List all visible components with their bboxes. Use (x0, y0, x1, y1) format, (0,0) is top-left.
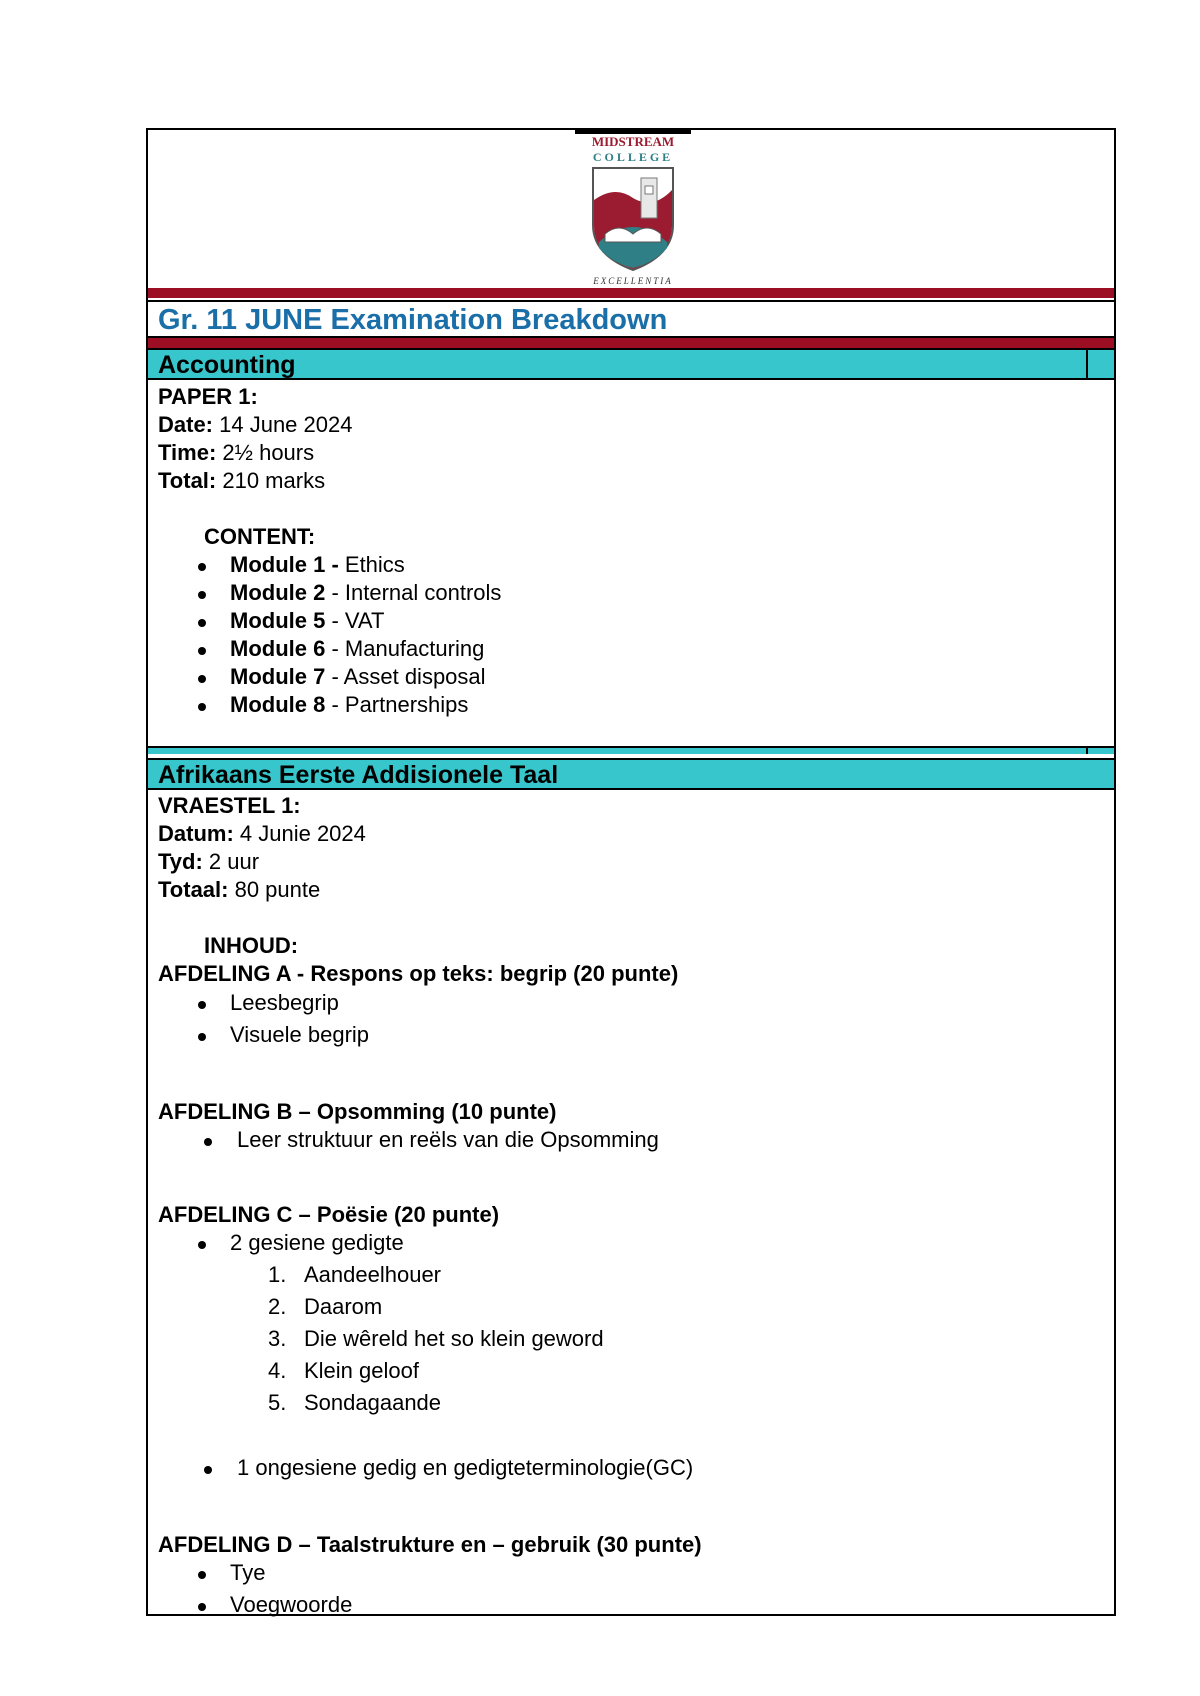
bullet-icon (198, 619, 206, 627)
bullet-icon (204, 1138, 212, 1146)
bullet-icon (198, 591, 206, 599)
list-item: Module 5 - VAT (230, 608, 385, 633)
logo-motto: EXCELLENTIA (593, 276, 673, 286)
cell-divider (1086, 350, 1088, 378)
cell-divider (1086, 748, 1088, 754)
list-item: Voegwoorde (230, 1592, 353, 1617)
poem-number: 2. (268, 1294, 287, 1319)
section-d-heading: AFDELING D – Taalstrukture en – gebruik (30 punte) (158, 1532, 702, 1557)
accounting-paper: PAPER 1: (158, 384, 258, 409)
poem-title: Die wêreld het so klein geword (304, 1326, 604, 1351)
poem-number: 5. (268, 1390, 287, 1415)
list-item: Visuele begrip (230, 1022, 370, 1047)
list-item: 2 gesiene gedigte (230, 1230, 404, 1255)
bullet-icon (204, 1466, 212, 1474)
section-a-heading: AFDELING A - Respons op teks: begrip (20 punte) (158, 961, 679, 986)
poem-title: Daarom (304, 1294, 383, 1319)
logo-name-line1: MIDSTREAM (591, 134, 675, 149)
subject-title-accounting: Accounting (158, 351, 296, 379)
page-title: Gr. 11 JUNE Examination Breakdown (158, 304, 668, 336)
bullet-icon (198, 1571, 206, 1579)
header-red-bar-bottom (148, 338, 1114, 348)
afrikaans-date: Datum: 4 Junie 2024 (158, 821, 366, 846)
document-table (146, 128, 1116, 1616)
list-item: Module 8 - Partnerships (230, 692, 469, 717)
accounting-time: Time: 2½ hours (158, 440, 315, 465)
bullet-icon (198, 1033, 206, 1041)
bullet-icon (198, 1001, 206, 1009)
list-item: Leesbegrip (230, 990, 339, 1015)
header-logo-area (148, 130, 1114, 290)
list-item: Module 7 - Asset disposal (230, 664, 486, 689)
afrikaans-time: Tyd: 2 uur (158, 849, 260, 874)
section-c-heading: AFDELING C – Poësie (20 punte) (158, 1202, 500, 1227)
accounting-date: Date: 14 June 2024 (158, 412, 353, 437)
afrikaans-paper: VRAESTEL 1: (158, 793, 301, 818)
bullet-icon (198, 1603, 206, 1611)
list-item: Leer struktuur en reëls van die Opsomming (237, 1127, 659, 1152)
bullet-icon (198, 703, 206, 711)
bullet-icon (198, 1241, 206, 1249)
list-item: Tye (230, 1560, 266, 1585)
afrikaans-total: Totaal: 80 punte (158, 877, 321, 902)
section-b-heading: AFDELING B – Opsomming (10 punte) (158, 1099, 557, 1124)
list-item: Module 2 - Internal controls (230, 580, 502, 605)
list-item: Module 1 - Ethics (230, 552, 405, 577)
bullet-icon (198, 675, 206, 683)
subject-bar-accounting (148, 348, 1114, 380)
list-item: Module 6 - Manufacturing (230, 636, 485, 661)
list-item: 1 ongesiene gedig en gedigteterminologie(GC) (237, 1455, 694, 1480)
poem-number: 3. (268, 1326, 287, 1351)
subject-bar-afrikaans (148, 758, 1114, 790)
accounting-content-heading: CONTENT: (204, 524, 316, 549)
poem-title: Sondagaande (304, 1390, 442, 1415)
college-crest-logo (575, 130, 691, 290)
logo-name-line2: COLLEGE (592, 150, 674, 164)
poem-number: 4. (268, 1358, 287, 1383)
poem-number: 1. (268, 1262, 287, 1287)
poem-title: Klein geloof (304, 1358, 419, 1383)
bullet-icon (198, 647, 206, 655)
header-red-bar-top (148, 288, 1114, 298)
afrikaans-content-heading: INHOUD: (204, 933, 299, 958)
title-row (148, 300, 1114, 338)
section-separator-bar (148, 746, 1114, 754)
accounting-total: Total: 210 marks (158, 468, 326, 493)
poem-title: Aandeelhouer (304, 1262, 442, 1287)
subject-title-afrikaans: Afrikaans Eerste Addisionele Taal (158, 761, 559, 789)
bullet-icon (198, 563, 206, 571)
